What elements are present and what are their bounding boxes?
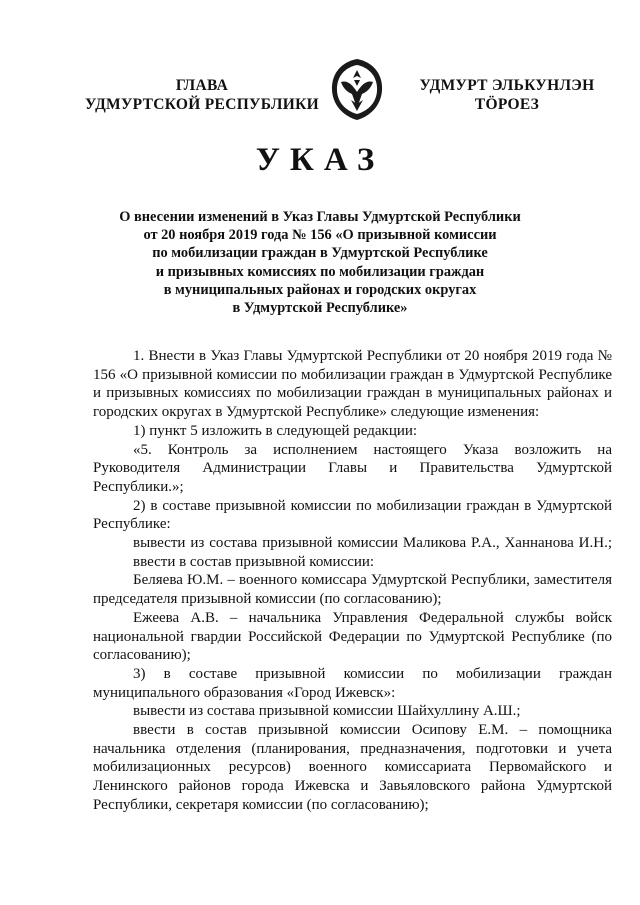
body-paragraph: «5. Контроль за исполнением настоящего Указа возложить на Руководителя Администрации Главы и Правительства Удмуртской Республики.»;: [93, 441, 612, 495]
body-paragraph: ввести в состав призывной комиссии Осипову Е.М. – помощника начальника отделения (планирования, предназначения, подготовки и учета мобилизационных ресурсов) военного комиссариата Первомайского и Ленинского районов города Ижевска и Завьяловского района Удмуртской Республики, секретаря комиссии (по согласованию);: [93, 722, 612, 813]
body-paragraph: 1. Внести в Указ Главы Удмуртской Республики от 20 ноября 2019 года № 156 «О призывной комиссии по мобилизации граждан в Удмуртской Республике и призывных комиссиях по мобилизации граждан в муниципальных районах и городских округах в Удмуртской Республике» следующие изменения:: [93, 348, 612, 421]
body-paragraph: вывести из состава призывной комиссии Маликова Р.А., Ханнанова И.Н.;: [133, 535, 612, 552]
body-paragraph: 2) в составе призывной комиссии по мобилизации граждан в Удмуртской Республике:: [93, 497, 612, 533]
body-paragraph: ввести в состав призывной комиссии:: [133, 553, 375, 570]
body-paragraph: Беляева Ю.М. – военного комиссара Удмуртской Республики, заместителя председателя призывной комиссии (по согласованию);: [93, 572, 612, 608]
body-paragraph: вывести из состава призывной комиссии Шайхуллину А.Ш.;: [133, 703, 521, 720]
subject-line: по мобилизации граждан в Удмуртской Республике: [152, 245, 488, 262]
header-left-line2: УДМУРТСКОЙ РЕСПУБЛИКИ: [84, 96, 319, 113]
decree-body: [93, 347, 612, 815]
subject-line: О внесении изменений в Указ Главы Удмуртской Республики: [119, 209, 521, 225]
body-paragraph: 1) пункт 5 изложить в следующей редакции:: [133, 422, 418, 439]
subject-line: в муниципальных районах и городских округах: [163, 281, 477, 298]
decree-subject: [100, 208, 540, 317]
subject-line: в Удмуртской Республике»: [232, 300, 408, 317]
header-right-line1: УДМУРТ ЭЛЬКУНЛЭН: [419, 77, 595, 94]
header-right: [412, 76, 602, 114]
udmurt-coat-of-arms-icon: [329, 56, 385, 122]
subject-line: и призывных комиссиях по мобилизации граждан: [155, 263, 485, 280]
header-left-line1: ГЛАВА: [175, 77, 229, 94]
header-left: [82, 76, 322, 114]
header-right-line2: ТӦРОЕЗ: [474, 96, 540, 113]
body-paragraph: Ежеева А.В. – начальника Управления Федеральной службы войск национальной гвардии Российской Федерации по Удмуртской Республике (по согласованию);: [93, 609, 612, 664]
subject-line: от 20 ноября 2019 года № 156 «О призывной комиссии: [143, 227, 497, 244]
document-title: УКАЗ: [255, 142, 385, 178]
body-paragraph: 3) в составе призывной комиссии по мобилизации граждан муниципального образования «Город Ижевск»:: [93, 665, 612, 701]
